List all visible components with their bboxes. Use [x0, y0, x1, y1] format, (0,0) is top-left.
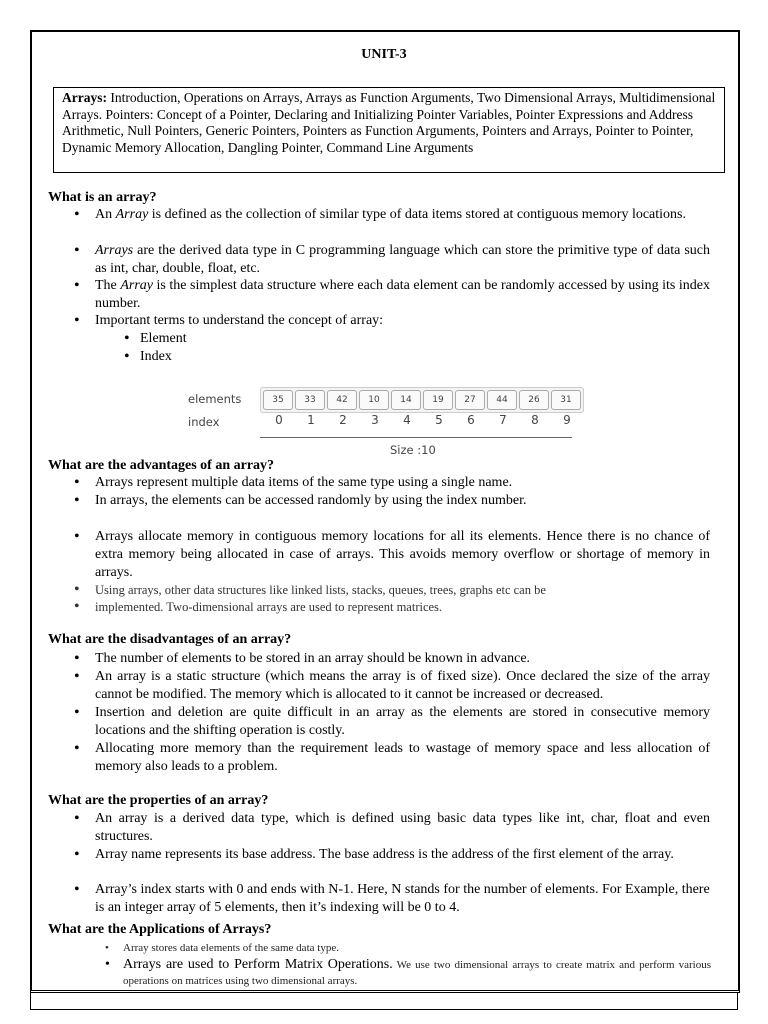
index-value: 1	[307, 413, 315, 427]
array-cell: 42	[327, 390, 357, 410]
index-value: 8	[531, 413, 539, 427]
section-heading-advantages: What are the advantages of an array?	[48, 458, 275, 473]
text: is the simplest data structure where each data element can be randomly accessed by using its index number.	[95, 278, 711, 311]
list-item: • implemented. Two-dimensional arrays are used to represent matrices.	[95, 598, 710, 616]
array-cells	[260, 387, 584, 413]
list-item: • In arrays, the elements can be accessed randomly by using the index number.	[95, 492, 560, 510]
array-diagram	[185, 385, 585, 460]
list-item: • Insertion and deletion are quite difficult in an array as the elements are stored in consecutive memory locations and the shifting operation is costly.	[95, 704, 710, 740]
list-item: • Important terms to understand the concept of array:	[95, 312, 710, 330]
sub-list-item: • Element	[140, 330, 187, 348]
text: The	[95, 278, 121, 293]
array-cell: 44	[487, 390, 517, 410]
text: is defined as the collection of similar type of data items stored at contiguous memory locations.	[148, 207, 686, 222]
size-label: Size :10	[390, 443, 436, 457]
list-item: • Using arrays, other data structures like linked lists, stacks, queues, trees, graphs etc can be	[95, 581, 710, 599]
list-item: • Arrays represent multiple data items of the same type using a single name.	[95, 474, 710, 492]
list-item: • Array name represents its base address. The base address is the address of the first element of the array.	[95, 846, 710, 864]
list-item: • Arrays allocate memory in contiguous memory locations for all its elements. Hence there is no chance of extra memory being allocated in case of arrays. This avoids memory overflow or shortage of memory in arrays.	[95, 528, 710, 582]
index-value: 7	[499, 413, 507, 427]
text: We use two dimensional arrays to create matrix and perform various operations on matrices using two dimensional arrays.	[123, 959, 711, 987]
size-line	[260, 437, 572, 438]
text: Arrays are used to Perform Matrix Operations.	[123, 957, 393, 972]
section-heading-disadvantages: What are the disadvantages of an array?	[48, 632, 292, 647]
syllabus-text: Introduction, Operations on Arrays, Arrays as Function Arguments, Two Dimensional Arrays, Multidimensional Arrays. Pointers: Concept of a Pointer, Declaring and Initializing Pointer Variables, Pointer Expressions and Address Arithmetic, Null Pointers, Generic Pointers, Pointers as Function Arguments, Pointers and Arrays, Pointer to Pointer, Dynamic Memory Allocation, Dangling Pointer, Command Line Arguments	[62, 90, 716, 155]
syllabus-label: Arrays:	[62, 90, 107, 105]
list-item: • The number of elements to be stored in an array should be known in advance.	[95, 650, 710, 668]
text: Array	[115, 207, 149, 222]
array-cell: 27	[455, 390, 485, 410]
array-cell: 35	[263, 390, 293, 410]
array-cell: 14	[391, 390, 421, 410]
text: An	[95, 207, 116, 222]
list-item	[95, 277, 710, 313]
section-heading-properties: What are the properties of an array?	[48, 793, 269, 808]
list-item	[95, 242, 710, 278]
page-title: UNIT-3	[361, 47, 407, 62]
list-item: • Array stores data elements of the same data type.	[123, 940, 711, 956]
list-item: • An array is a static structure (which means the array is of fixed size). Once declared the size of the array cannot be modified. The memory which is allocated to it cannot be increased or decreased.	[95, 668, 710, 704]
array-cell: 10	[359, 390, 389, 410]
index-value: 6	[467, 413, 475, 427]
index-value: 2	[339, 413, 347, 427]
index-row	[263, 413, 583, 427]
list-item	[123, 957, 711, 989]
list-item: • Array’s index starts with 0 and ends with N-1. Here, N stands for the number of elements. For Example, there is an integer array of 5 elements, then it’s indexing will be 0 to 4.	[95, 881, 710, 917]
list-item: • Allocating more memory than the requirement leads to wastage of memory space and less allocation of memory also leads to a problem.	[95, 740, 710, 776]
footer-box	[30, 993, 738, 1010]
index-value: 4	[403, 413, 411, 427]
text: are the derived data type in C programming language which can store the primitive type of data such as int, char, double, float, etc.	[95, 243, 710, 276]
array-cell: 26	[519, 390, 549, 410]
array-cell: 19	[423, 390, 453, 410]
sub-list-item: • Index	[140, 348, 172, 366]
elements-label: elements	[188, 392, 242, 406]
list-item: • An array is a derived data type, which is defined using basic data types like int, char, float and even structures.	[95, 810, 710, 846]
index-label: index	[188, 415, 220, 429]
list-item	[95, 206, 710, 224]
index-value: 0	[275, 413, 283, 427]
array-cell: 33	[295, 390, 325, 410]
section-heading-what: What is an array?	[48, 190, 157, 205]
section-heading-applications: What are the Applications of Arrays?	[48, 922, 272, 937]
index-value: 9	[563, 413, 571, 427]
text: Array	[120, 278, 153, 293]
index-value: 5	[435, 413, 443, 427]
syllabus-box	[53, 87, 725, 173]
array-cell: 31	[551, 390, 581, 410]
text: Arrays	[95, 243, 134, 258]
index-value: 3	[371, 413, 379, 427]
